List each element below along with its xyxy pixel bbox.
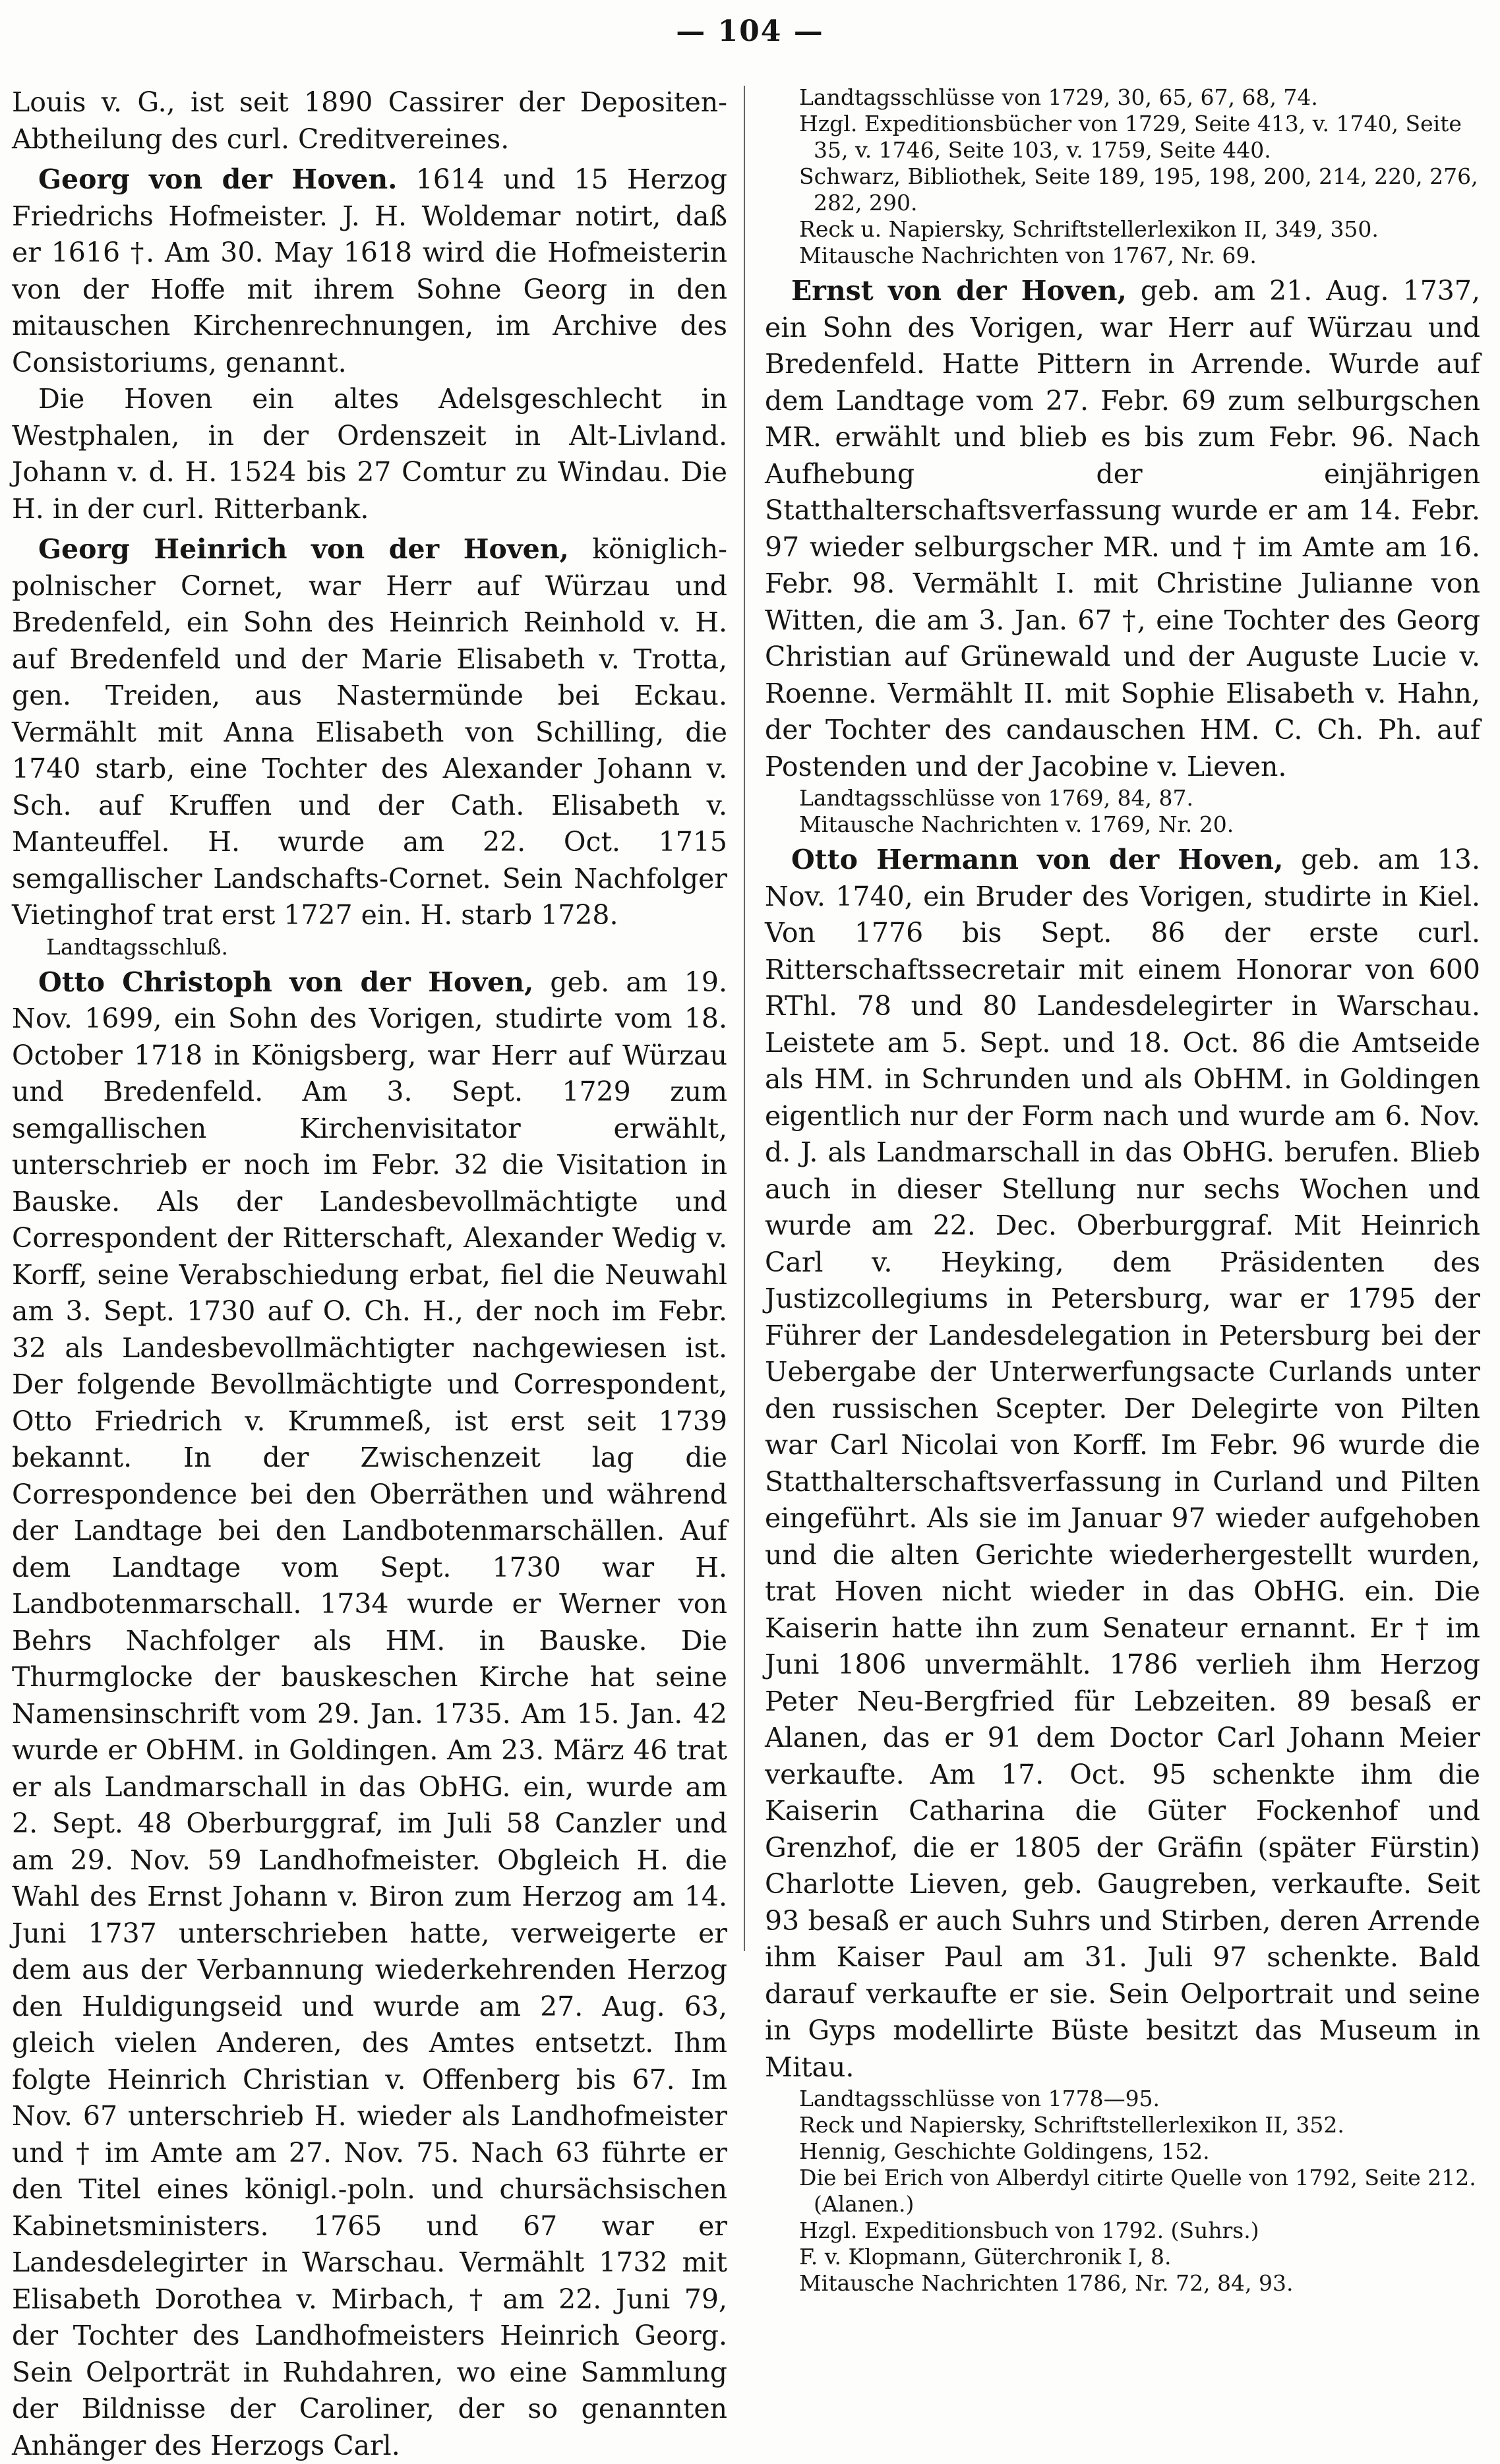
source-list bbox=[26, 934, 727, 960]
page-number: — 104 — bbox=[0, 15, 1500, 48]
source-item: Hennig, Geschichte Goldingens, 152. bbox=[814, 2138, 1480, 2165]
entry-otto-hermann bbox=[765, 842, 1480, 2086]
source-item: Landtagsschluß. bbox=[61, 934, 727, 960]
source-item: Schwarz, Bibliothek, Seite 189, 195, 198, 200, 214, 220, 276, 282, 290. bbox=[814, 163, 1480, 216]
source-item: Hzgl. Expeditionsbücher von 1729, Seite 413, v. 1740, Seite 35, v. 1746, Seite 103, v. 1759, Seite 440. bbox=[814, 111, 1480, 163]
source-item: Reck u. Napiersky, Schriftstellerlexikon II, 349, 350. bbox=[814, 216, 1480, 243]
column-divider bbox=[744, 86, 745, 1951]
source-item: Mitausche Nachrichten von 1767, Nr. 69. bbox=[814, 243, 1480, 269]
source-item: Landtagsschlüsse von 1778—95. bbox=[814, 2086, 1480, 2112]
source-list bbox=[779, 84, 1480, 269]
source-item: Landtagsschlüsse von 1729, 30, 65, 67, 68, 74. bbox=[814, 84, 1480, 111]
source-item: F. v. Klopmann, Güterchronik I, 8. bbox=[814, 2244, 1480, 2270]
entry-text: geb. am 13. Nov. 1740, ein Bruder des Vorigen, studirte in Kiel. Von 1776 bis Sept. 86 der erste curl. Ritterschaftssecretair mit einem Honorar von 600 RThl. 78 und 80 Landesdelegirter in Warschau. Leistete am 5. Sept. und 18. Oct. 86 die Amtseide als HM. in Schrunden und als ObHM. in Goldingen eigentlich nur der Form nach und wurde am 6. Nov. d. J. als Landmarschall in das ObHG. berufen. Blieb auch in dieser Stellung nur sechs Wochen und wurde am 22. Dec. Oberburggraf. Mit Heinrich Carl v. Heyking, dem Präsidenten des Justizcollegiums in Petersburg, war er 1795 der Führer der Landesdelegation in Petersburg bei der Uebergabe der Unterwerfungsacte Curlands unter den russischen Scepter. Der Delegirte von Pilten war Carl Nicolai von Korff. Im Febr. 96 wurde die Statthalterschaftsverfassung in Curland und Pilten eingeführt. Als sie im Januar 97 wieder aufgehoben und die alten Gerichte wiederhergestellt wurden, trat Hoven nicht wieder in das ObHG. ein. Die Kaiserin hatte ihn zum Senateur ernannt. Er † im Juni 1806 unvermählt. 1786 verlieh ihm Herzog Peter Neu-Bergfried für Lebzeiten. 89 besaß er Alanen, das er 91 dem Doctor Carl Johann Meier verkaufte. Am 17. Oct. 95 schenkte ihm die Kaiserin Catharina die Güter Fockenhof und Grenzhof, die er 1805 der Gräfin (später Fürstin) Charlotte Lieven, geb. Gaugreben, verkaufte. Seit 93 besaß er auch Suhrs und Stirben, deren Arrende ihm Kaiser Paul am 31. Juli 97 schenkte. Bald darauf verkaufte er sie. Sein Oelportrait und seine in Gyps modellirte Büste besitzt das Museum in Mitau. bbox=[765, 844, 1480, 2083]
entry-name: Ernst von der Hoven, bbox=[791, 275, 1127, 307]
source-item: Hzgl. Expeditionsbuch von 1792. (Suhrs.) bbox=[814, 2217, 1480, 2244]
entry-text: 1614 und 15 Herzog Friedrichs Hofmeister. J. H. Woldemar notirt, daß er 1616 †. Am 30. May 1618 wird die Hofmeisterin von der Hoffe mit ihrem Sohne Georg in den mitauschen Kirchenrechnungen, im Archive des Consistoriums, genannt. bbox=[12, 163, 727, 378]
right-column bbox=[765, 84, 1480, 2297]
paragraph-continuation: Louis v. G., ist seit 1890 Cassirer der Depositen-Abtheilung des curl. Creditvereines. bbox=[12, 84, 727, 158]
entry-text: königlich-polnischer Cornet, war Herr auf Würzau und Bredenfeld, ein Sohn des Heinrich Reinhold v. H. auf Bredenfeld und der Marie Elisabeth v. Trotta, gen. Treiden, aus Nastermünde bei Eckau. Vermählt mit Anna Elisabeth von Schilling, die 1740 starb, eine Tochter des Alexander Johann v. Sch. auf Kruffen und der Cath. Elisabeth v. Manteuffel. H. wurde am 22. Oct. 1715 semgallischer Landschafts-Cornet. Sein Nachfolger Vietinghof trat erst 1727 ein. H. starb 1728. bbox=[12, 533, 727, 931]
entry-georg-heinrich bbox=[12, 531, 727, 934]
entry-name: Otto Christoph von der Hoven, bbox=[38, 966, 533, 998]
entry-text: geb. am 21. Aug. 1737, ein Sohn des Vorigen, war Herr auf Würzau und Bredenfeld. Hatte Pittern in Arrende. Wurde auf dem Landtage vom 27. Febr. 69 zum selburgschen MR. erwählt und blieb es bis zum Febr. 96. Nach Aufhebung der einjährigen Statthalterschaftsverfassung wurde er am 14. Febr. 97 wieder selburgscher MR. und † im Amte am 16. Febr. 98. Vermählt I. mit Christine Julianne von Witten, die am 3. Jan. 67 †, eine Tochter des Georg Christian auf Grünewald und der Auguste Lucie v. Roenne. Vermählt II. mit Sophie Elisabeth v. Hahn, der Tochter des candauschen HM. C. Ch. Ph. auf Postenden und der Jacobine v. Lieven. bbox=[765, 275, 1480, 782]
source-item: Reck und Napiersky, Schriftstellerlexikon II, 352. bbox=[814, 2112, 1480, 2138]
source-list bbox=[779, 785, 1480, 838]
entry-note: Die Hoven ein altes Adelsgeschlecht in Westphalen, in der Ordenszeit in Alt-Livland. Johann v. d. H. 1524 bis 27 Comtur zu Windau. Die H. in der curl. Ritterbank. bbox=[12, 381, 727, 527]
entry-text: geb. am 19. Nov. 1699, ein Sohn des Vorigen, studirte vom 18. October 1718 in Königsberg, war Herr auf Würzau und Bredenfeld. Am 3. Sept. 1729 zum semgallischen Kirchenvisitator erwählt, unterschrieb er noch im Febr. 32 die Visitation in Bauske. Als der Landesbevollmächtigte und Correspondent der Ritterschaft, Alexander Wedig v. Korff, seine Verabschiedung erbat, fiel die Neuwahl am 3. Sept. 1730 auf O. Ch. H., der noch im Febr. 32 als Landesbevollmächtigter nachgewiesen ist. Der folgende Bevollmächtigte und Correspondent, Otto Friedrich v. Krummeß, ist erst seit 1739 bekannt. In der Zwischenzeit lag die Correspondence bei den Oberräthen und während der Landtage bei den Landbotenmarschällen. Auf dem Landtage vom Sept. 1730 war H. Landbotenmarschall. 1734 wurde er Werner von Behrs Nachfolger als HM. in Bauske. Die Thurmglocke der bauskeschen Kirche hat seine Namensinschrift vom 29. Jan. 1735. Am 15. Jan. 42 wurde er ObHM. in Goldingen. Am 23. März 46 trat er als Landmarschall in das ObHG. ein, wurde am 2. Sept. 48 Oberburggraf, im Juli 58 Canzler und am 29. Nov. 59 Landhofmeister. Obgleich H. die Wahl des Ernst Johann v. Biron zum Herzog am 14. Juni 1737 unterschrieben hatte, verweigerte er dem aus der Verbannung wiederkehrenden Herzog den Huldigungseid und wurde am 27. Aug. 63, gleich vielen Anderen, des Amtes entsetzt. Ihm folgte Heinrich Christian v. Offenberg bis 67. Im Nov. 67 unterschrieb H. wieder als Landhofmeister und † im Amte am 27. Nov. 75. Nach 63 führte er den Titel eines königl.-poln. und chursächsischen Kabinetsministers. 1765 und 67 war er Landesdelegirter in Warschau. Vermählt 1732 mit Elisabeth Dorothea v. Mirbach, † am 22. Juni 79, der Tochter des Landhofmeisters Heinrich Georg. Sein Oelporträt in Ruhdahren, wo eine Sammlung der Bildnisse der Caroliner, der so genannten Anhänger des Herzogs Carl. bbox=[12, 966, 727, 2461]
source-list bbox=[779, 2086, 1480, 2297]
source-item: Mitausche Nachrichten v. 1769, Nr. 20. bbox=[814, 811, 1480, 838]
source-item: Die bei Erich von Alberdyl citirte Quelle von 1792, Seite 212. (Alanen.) bbox=[814, 2165, 1480, 2217]
source-item: Mitausche Nachrichten 1786, Nr. 72, 84, 93. bbox=[814, 2270, 1480, 2297]
source-item: Landtagsschlüsse von 1769, 84, 87. bbox=[814, 785, 1480, 811]
entry-ernst bbox=[765, 273, 1480, 785]
left-column bbox=[12, 84, 727, 2464]
entry-name: Georg von der Hoven. bbox=[38, 163, 397, 195]
entry-name: Georg Heinrich von der Hoven, bbox=[38, 533, 569, 565]
entry-name: Otto Hermann von der Hoven, bbox=[791, 844, 1283, 875]
entry-georg bbox=[12, 161, 727, 381]
entry-otto-christoph bbox=[12, 964, 727, 2464]
